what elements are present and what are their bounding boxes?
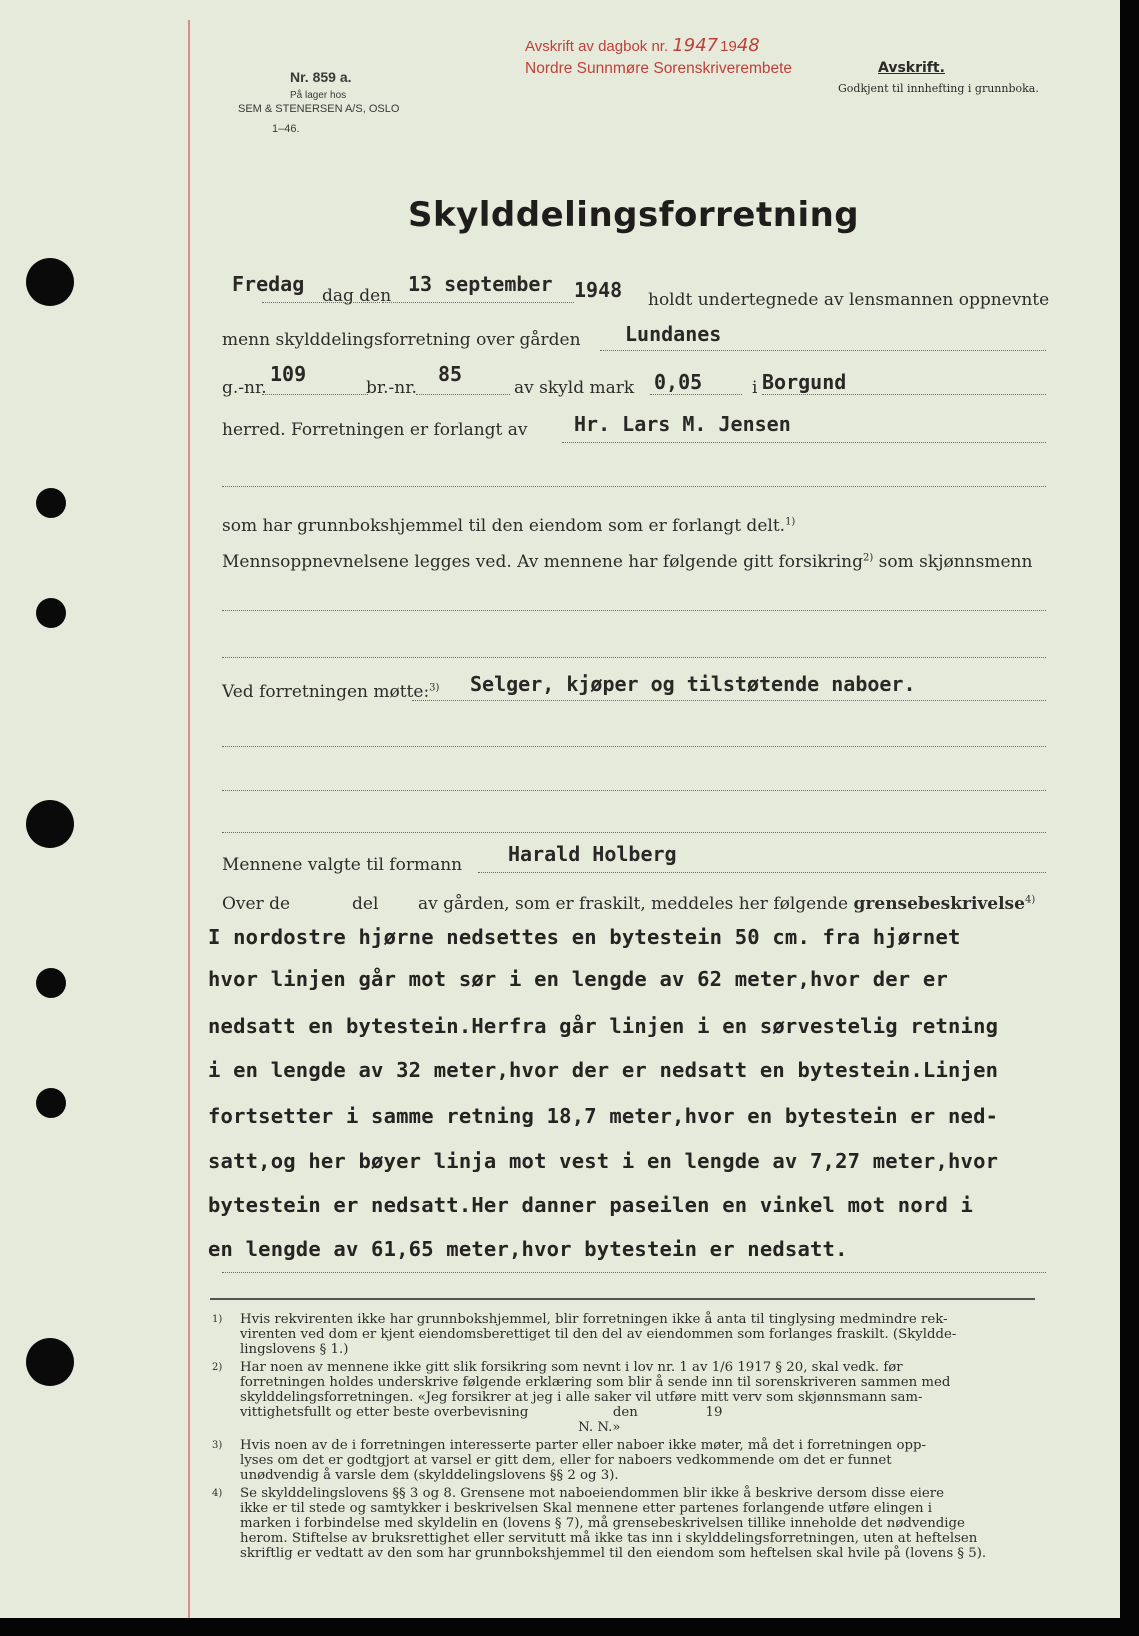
footnote-line: herom. Stiftelse av bruksrettighet eller servitutt må ikke tas inn i skylddelingsforretningen, uten at heftelsen xyxy=(240,1531,978,1546)
stamp-year: 48 xyxy=(736,35,760,56)
holdt-text: holdt undertegnede av lensmannen oppnevnte xyxy=(648,290,1050,310)
printer-date: 1–46. xyxy=(272,123,300,135)
description-line: I nordostre hjørne nedsettes en bytestein 50 cm. fra hjørnet xyxy=(208,925,961,949)
municipality: Borgund xyxy=(762,370,847,394)
brnr-label: br.-nr. xyxy=(366,378,417,398)
stamp-label: Avskrift av dagbok nr. xyxy=(525,38,669,55)
dotted-line xyxy=(382,302,574,303)
footnote-line: forretningen holdes underskrive følgende erklæring som blir å sende inn til sorenskriveren sammen med xyxy=(240,1375,951,1390)
formann-label: Mennene valgte til formann xyxy=(222,855,463,875)
dotted-line xyxy=(650,394,742,395)
attendees: Selger, kjøper og tilstøtende naboer. xyxy=(470,672,916,696)
dotted-line xyxy=(222,486,1046,487)
description-line: hvor linjen går mot sør i en lengde av 62 meter,hvor der er xyxy=(208,967,948,991)
mennsopp-end: som skjønnsmenn xyxy=(873,552,1033,572)
grensebeskrivelse-label: grensebeskrivelse xyxy=(853,894,1025,914)
avskrift-title: Avskrift. xyxy=(878,60,945,76)
hjemmel-text xyxy=(222,516,795,536)
footnote-number: 1) xyxy=(212,1314,223,1325)
footnote-line: ikke er til stede og samtykker i beskrivelsen Skal mennene etter partenes forlangende utføre elingen i xyxy=(240,1501,933,1516)
dotted-line xyxy=(762,394,1046,395)
over-de-label: Over de xyxy=(222,894,291,914)
punch-hole xyxy=(36,598,66,628)
dotted-line xyxy=(222,1272,1046,1273)
punch-hole xyxy=(26,258,74,306)
footnote-line: vittighetsfullt og etter beste overbevisning den 19 xyxy=(240,1405,723,1420)
printer-line: På lager hos xyxy=(290,90,347,101)
dotted-line xyxy=(262,394,368,395)
footnote-line: marken i forbindelse med skyldelin en (lovens § 7), må grensebeskrivelsen tillike inneholde det nødvendige xyxy=(240,1516,965,1531)
stamp-year-prefix: 19 xyxy=(720,38,737,55)
dotted-line xyxy=(262,302,380,303)
footnote-line: skriftlig er vedtatt av den som har grunnbokshjemmel til den eiendom som heftelsen skal hvile på (lovens § 5). xyxy=(240,1546,987,1561)
dotted-line xyxy=(222,790,1046,791)
description-line: bytestein er nedsatt.Her danner paseilen en vinkel mot nord i xyxy=(208,1193,974,1217)
footnote-line: N. N.» xyxy=(240,1420,621,1435)
motte-label-text: Ved forretningen møtte: xyxy=(222,682,430,702)
registry-stamp-line1 xyxy=(525,35,760,56)
description-line: i en lengde av 32 meter,hvor der er nedsatt en bytestein.Linjen xyxy=(208,1058,999,1082)
footnote-number: 2) xyxy=(212,1362,223,1373)
footnote-line: virenten ved dom er kjent eiendomsberettiget til den del av eiendommen som forlanges fraskilt. (Skyldde- xyxy=(240,1327,957,1342)
description-line: satt,og her bøyer linja mot vest i en lengde av 7,27 meter,hvor xyxy=(208,1149,999,1173)
brnr-value: 85 xyxy=(438,362,463,386)
punch-hole xyxy=(26,1338,74,1386)
punch-hole xyxy=(36,968,66,998)
footnote-separator xyxy=(210,1298,1035,1300)
mennsopp-text xyxy=(222,552,1032,572)
footnote-ref: 3) xyxy=(429,682,440,694)
footnote-line: Hvis noen av de i forretningen interesserte parter eller naboer ikke møter, må det i forretningen opp- xyxy=(240,1438,926,1453)
dotted-line xyxy=(222,832,1046,833)
dotted-line xyxy=(416,394,510,395)
footnote-line: Se skylddelingslovens §§ 3 og 8. Grensene mot naboeiendommen blir ikke å beskrive dersom disse eiere xyxy=(240,1486,944,1501)
hjemmel-sentence: som har grunnbokshjemmel til den eiendom som er forlangt delt. xyxy=(222,516,786,536)
date: 13 september xyxy=(408,272,553,296)
punch-hole xyxy=(36,488,66,518)
requester: Hr. Lars M. Jensen xyxy=(574,412,791,436)
footnote-ref: 4) xyxy=(1024,894,1036,906)
page-title: Skylddelingsforretning xyxy=(408,195,860,235)
weekday: Fredag xyxy=(232,272,305,296)
footnote-number: 4) xyxy=(212,1488,223,1499)
dotted-line xyxy=(478,872,1046,873)
dotted-line xyxy=(222,657,1046,658)
separator-text: i xyxy=(752,378,758,398)
dotted-line xyxy=(600,350,1046,351)
formann-name: Harald Holberg xyxy=(508,842,677,866)
footnote-number: 3) xyxy=(212,1440,223,1451)
description-line: en lengde av 61,65 meter,hvor bytestein er nedsatt. xyxy=(208,1237,848,1261)
farm-name: Lundanes xyxy=(625,322,722,346)
stamp-number: 1947 xyxy=(672,35,719,56)
dag-den-label: dag den xyxy=(322,286,392,306)
footnote-line: lingslovens § 1.) xyxy=(240,1342,349,1357)
footnote-line: unødvendig å varsle dem (skylddelingslovens §§ 2 og 3). xyxy=(240,1468,619,1483)
skyld-label: av skyld mark xyxy=(514,378,635,398)
punch-hole xyxy=(26,800,74,848)
footnote-line: lyses om det er godtgjort at varsel er gitt dem, eller for naboers vedkommende om det er funnet xyxy=(240,1453,892,1468)
footnote-ref: 1) xyxy=(785,516,796,528)
motte-label xyxy=(222,682,439,702)
footnote-line: Har noen av mennene ikke gitt slik forsikring som nevnt i lov nr. 1 av 1/6 1917 § 20, skal vedk. før xyxy=(240,1360,903,1375)
form-number: Nr. 859 a. xyxy=(290,69,352,85)
dotted-line xyxy=(222,746,1046,747)
punch-hole xyxy=(36,1088,66,1118)
avskrift-subtitle: Godkjent til innhefting i grunnboka. xyxy=(838,82,1039,95)
av-garden-sentence: av gården, som er fraskilt, meddeles her følgende xyxy=(418,894,849,914)
dotted-line xyxy=(222,610,1046,611)
gnr-value: 109 xyxy=(270,362,307,386)
description-line: fortsetter i samme retning 18,7 meter,hvor en bytestein er ned- xyxy=(208,1104,999,1128)
printer-name: SEM & STENERSEN A/S, OSLO xyxy=(238,103,400,115)
year: 1948 xyxy=(574,278,623,302)
dotted-line xyxy=(562,442,1046,443)
av-garden-text xyxy=(418,894,1035,914)
red-margin-line xyxy=(188,20,190,1618)
footnote-line: skylddelingsforretningen. «Jeg forsikrer at jeg i alle saker vil utføre mitt verv som skjønnsmann sam- xyxy=(240,1390,923,1405)
gnr-label: g.-nr. xyxy=(222,378,267,398)
dotted-line xyxy=(412,700,1046,701)
skyld-value: 0,05 xyxy=(654,370,703,394)
court-name: Nordre Sunnmøre Sorenskriverembete xyxy=(525,60,793,77)
footnote-line: Hvis rekvirenten ikke har grunnbokshjemmel, blir forretningen ikke å anta til tinglysing medmindre rek- xyxy=(240,1312,948,1327)
footnote-ref: 2) xyxy=(863,552,874,564)
herred-text: herred. Forretningen er forlangt av xyxy=(222,420,528,440)
description-line: nedsatt en bytestein.Herfra går linjen i en sørvestelig retning xyxy=(208,1014,999,1038)
del-label: del xyxy=(352,894,379,914)
mennsopp-sentence: Mennsoppnevnelsene legges ved. Av mennene har følgende gitt forsikring xyxy=(222,552,864,572)
menn-text: menn skylddelingsforretning over gården xyxy=(222,330,581,350)
